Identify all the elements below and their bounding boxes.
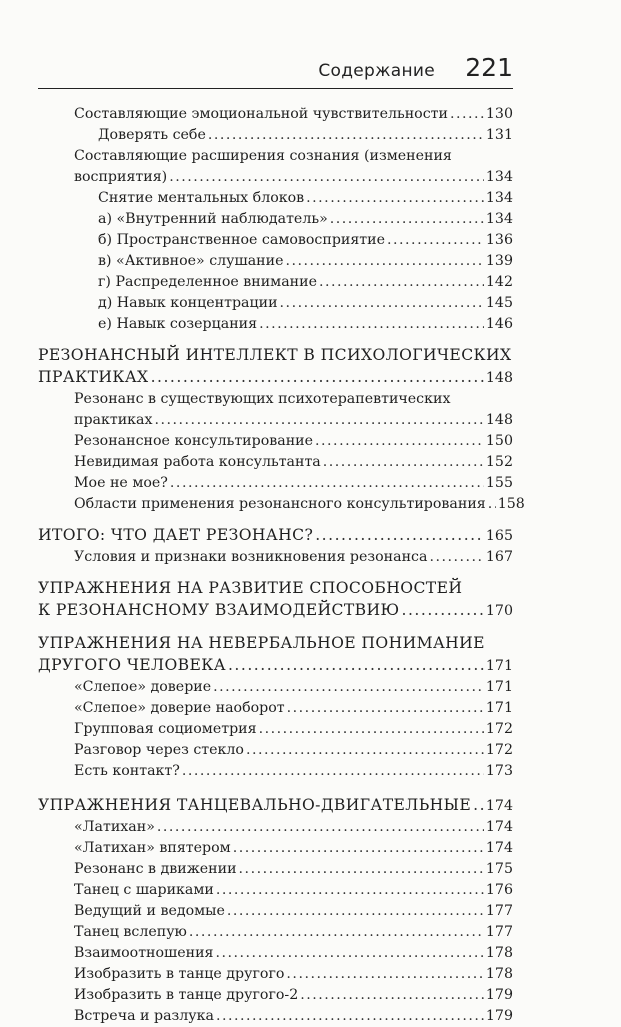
toc-entry-page: 174 <box>485 840 513 856</box>
toc-entry-row <box>74 698 513 719</box>
toc-entry <box>38 209 513 230</box>
toc-entry-title: ПРАКТИКАХ <box>38 368 149 386</box>
toc-entry-title: Взаимоотношения <box>74 945 214 961</box>
dot-leader <box>488 494 496 515</box>
dot-leader <box>286 964 483 985</box>
dot-leader <box>473 794 484 816</box>
dot-leader <box>169 167 484 188</box>
toc-entry <box>38 698 513 719</box>
toc-entry-row <box>98 272 513 293</box>
toc-entry-title: «Латихан» <box>74 819 155 835</box>
toc-entry-title: УПРАЖНЕНИЯ ТАНЦЕВАЛЬНО-ДВИГАТЕЛЬНЫЕ <box>38 796 472 814</box>
toc-entry-row <box>74 922 513 943</box>
toc-entry <box>38 577 513 622</box>
dot-leader <box>228 654 484 676</box>
dot-leader <box>246 740 484 761</box>
dot-leader <box>189 922 484 943</box>
toc-entry-page: 134 <box>485 211 513 227</box>
toc-entry <box>38 452 513 473</box>
toc-entry-row <box>74 104 513 125</box>
toc-entry <box>38 125 513 146</box>
toc-entry <box>38 272 513 293</box>
toc-entry-row <box>74 473 513 494</box>
dot-leader <box>319 272 484 293</box>
toc-entry-title-line: УПРАЖНЕНИЯ НА НЕВЕРБАЛЬНОЕ ПОНИМАНИЕ <box>38 634 485 652</box>
dot-leader <box>213 677 484 698</box>
toc-entry-title: д) Навык концентрации <box>98 295 278 311</box>
toc-entry-row <box>38 599 513 622</box>
toc-entry <box>38 314 513 335</box>
toc-entry-page: 167 <box>485 549 513 565</box>
toc-entry-title: «Латихан» впятером <box>74 840 231 856</box>
toc-entry-page: 170 <box>485 603 513 619</box>
toc-entry-row <box>74 494 525 515</box>
toc-entry-title: Изобразить в танце другого-2 <box>74 987 299 1003</box>
toc-entry-row <box>74 901 513 922</box>
toc-entry-page: 130 <box>485 106 513 122</box>
toc-entry-page: 173 <box>485 763 513 779</box>
toc-entry-row <box>98 230 513 251</box>
toc-entry-row <box>38 366 513 389</box>
toc-entry-row <box>74 410 513 431</box>
toc-entry-row <box>98 125 513 146</box>
toc-entry-page: 158 <box>497 496 525 512</box>
toc-entry <box>38 389 513 431</box>
toc-entry-row <box>74 740 513 761</box>
toc-entry-title: Танец вслепую <box>74 924 187 940</box>
toc-entry <box>38 547 513 568</box>
toc-entry-row <box>98 209 513 230</box>
toc-entry-title: «Слепое» доверие наоборот <box>74 700 285 716</box>
toc-entry-title: практиках <box>74 412 153 428</box>
dot-leader <box>216 880 484 901</box>
toc-entry-title: Резонансное консультирование <box>74 433 314 449</box>
toc-entry <box>38 473 513 494</box>
toc-entry <box>38 880 513 901</box>
page-number: 221 <box>465 53 513 82</box>
toc-entry-page: 165 <box>485 528 513 544</box>
toc-entry-page: 148 <box>485 412 513 428</box>
toc-entry-page: 145 <box>485 295 513 311</box>
toc-entry-row <box>74 167 513 188</box>
toc-entry <box>38 251 513 272</box>
toc-entry-page: 134 <box>485 190 513 206</box>
dot-leader <box>450 104 484 125</box>
toc-entry-row <box>74 431 513 452</box>
toc-entry <box>38 1006 513 1027</box>
toc-entry-row <box>74 859 513 880</box>
toc-entry-row <box>38 794 513 817</box>
running-header-title: Содержание <box>318 61 435 81</box>
toc-entry-row <box>74 1006 513 1027</box>
toc-entry-page: 179 <box>485 987 513 1003</box>
toc-entry <box>38 794 513 817</box>
toc-section <box>38 577 513 622</box>
dot-leader <box>239 859 484 880</box>
toc-section <box>38 104 513 335</box>
toc-entry-title: ИТОГО: ЧТО ДАЕТ РЕЗОНАНС? <box>38 526 314 544</box>
dot-leader <box>315 524 484 546</box>
toc-entry-row <box>74 880 513 901</box>
toc-entry-row <box>74 719 513 740</box>
toc-entry <box>38 524 513 547</box>
toc-entry <box>38 964 513 985</box>
toc-section <box>38 632 513 782</box>
dot-leader <box>233 838 484 859</box>
toc-entry <box>38 943 513 964</box>
toc-entry <box>38 761 513 782</box>
dot-leader <box>323 452 484 473</box>
toc-entry-title: Области применения резонансного консультирования <box>74 496 486 512</box>
toc-entry-title: Изобразить в танце другого <box>74 966 285 982</box>
toc-entry-page: 171 <box>485 700 513 716</box>
toc-entry <box>38 104 513 125</box>
dot-leader <box>402 599 484 621</box>
dot-leader <box>208 125 484 146</box>
toc-entry-row <box>98 314 513 335</box>
dot-leader <box>285 251 483 272</box>
toc-entry-title: Есть контакт? <box>74 763 180 779</box>
toc-entry <box>38 922 513 943</box>
toc-entry-title: е) Навык созерцания <box>98 316 258 332</box>
toc-entry <box>38 817 513 838</box>
toc-section <box>38 794 513 1027</box>
toc-entry-page: 172 <box>485 742 513 758</box>
toc-entry <box>38 859 513 880</box>
dot-leader <box>227 901 484 922</box>
toc-entry-row <box>74 817 513 838</box>
toc-entry-title: Встреча и разлука <box>74 1008 214 1024</box>
toc-entry-page: 178 <box>485 945 513 961</box>
toc-entry-title: б) Пространственное самовосприятие <box>98 232 386 248</box>
toc-entry-page: 176 <box>485 882 513 898</box>
toc-entry-row <box>38 654 513 677</box>
dot-leader <box>287 698 484 719</box>
dot-leader <box>216 943 484 964</box>
running-header <box>38 52 513 89</box>
toc-entry-row <box>74 838 513 859</box>
toc-entry-row <box>74 452 513 473</box>
toc-entry-page: 139 <box>485 253 513 269</box>
toc-entry <box>38 677 513 698</box>
toc-entry-page: 150 <box>485 433 513 449</box>
toc-entry <box>38 838 513 859</box>
toc-entry-row <box>74 985 513 1006</box>
toc-entry-page: 177 <box>485 903 513 919</box>
toc-entry-page: 136 <box>485 232 513 248</box>
toc-entry-title: в) «Активное» слушание <box>98 253 284 269</box>
toc-entry-title: Мое не мое? <box>74 475 168 491</box>
toc-entry-title: Разговор через стекло <box>74 742 244 758</box>
dot-leader <box>170 473 484 494</box>
toc-entry <box>38 344 513 389</box>
toc-entry-page: 174 <box>485 798 513 814</box>
dot-leader <box>429 547 483 568</box>
toc-entry-page: 171 <box>485 658 513 674</box>
toc-entry-title: г) Распределенное внимание <box>98 274 317 290</box>
toc-entry-row <box>74 547 513 568</box>
toc-entry-title: Снятие ментальных блоков <box>98 190 305 206</box>
dot-leader <box>157 817 484 838</box>
toc-entry <box>38 293 513 314</box>
dot-leader <box>155 410 484 431</box>
toc-entry-page: 177 <box>485 924 513 940</box>
toc-entry <box>38 740 513 761</box>
toc-entry-page: 179 <box>485 1008 513 1024</box>
toc-entry-title: Условия и признаки возникновения резонанса <box>74 549 428 565</box>
toc-entry-row <box>98 188 513 209</box>
toc-section <box>38 524 513 568</box>
dot-leader <box>330 209 484 230</box>
toc-entry-page: 134 <box>485 169 513 185</box>
dot-leader <box>387 230 484 251</box>
toc-entry-title: Невидимая работа консультанта <box>74 454 321 470</box>
toc-entry-page: 175 <box>485 861 513 877</box>
toc-entry-title: Составляющие эмоциональной чувствительности <box>74 106 448 122</box>
toc-entry <box>38 431 513 452</box>
toc-entry-title: Танец с шариками <box>74 882 214 898</box>
toc-entry <box>38 632 513 677</box>
toc-entry-title: Доверять себе <box>98 127 206 143</box>
toc-entry-title: «Слепое» доверие <box>74 679 212 695</box>
dot-leader <box>259 719 484 740</box>
toc-section <box>38 344 525 515</box>
dot-leader <box>315 431 484 452</box>
toc-entry-title: Групповая социометрия <box>74 721 257 737</box>
toc-entry-page: 148 <box>485 370 513 386</box>
dot-leader <box>306 188 484 209</box>
toc-entry-page: 131 <box>485 127 513 143</box>
dot-leader <box>280 293 484 314</box>
toc-entry-page: 174 <box>485 819 513 835</box>
toc-entry-row <box>74 761 513 782</box>
toc-entry-title-line: УПРАЖНЕНИЯ НА РАЗВИТИЕ СПОСОБНОСТЕЙ <box>38 579 463 597</box>
toc-entry-title: Ведущий и ведомые <box>74 903 225 919</box>
toc-entry-title: Резонанс в движении <box>74 861 237 877</box>
toc-entry <box>38 146 513 188</box>
toc-entry-title: а) «Внутренний наблюдатель» <box>98 211 328 227</box>
toc-entry-title-line: РЕЗОНАНСНЫЙ ИНТЕЛЛЕКТ В ПСИХОЛОГИЧЕСКИХ <box>38 346 512 364</box>
toc-entry-page: 178 <box>485 966 513 982</box>
toc-entry-title-line: Резонанс в существующих психотерапевтических <box>74 391 451 407</box>
toc-entry-row <box>98 293 513 314</box>
dot-leader <box>182 761 484 782</box>
toc-entry-page: 142 <box>485 274 513 290</box>
toc-entry-row <box>74 943 513 964</box>
toc-entry <box>38 230 513 251</box>
toc-entry-page: 155 <box>485 475 513 491</box>
toc-entry <box>38 719 513 740</box>
toc-entry-title: восприятия) <box>74 169 168 185</box>
toc-entry-row <box>74 964 513 985</box>
dot-leader <box>151 366 484 388</box>
toc-entry-title-line: Составляющие расширения сознания (изменения <box>74 148 452 164</box>
dot-leader <box>259 314 484 335</box>
toc-entry <box>38 494 525 515</box>
toc-entry-page: 171 <box>485 679 513 695</box>
toc-entry-row <box>38 524 513 547</box>
table-of-contents <box>38 104 525 1027</box>
toc-entry <box>38 985 513 1006</box>
dot-leader <box>300 985 484 1006</box>
toc-entry-row <box>74 677 513 698</box>
toc-entry-page: 146 <box>485 316 513 332</box>
toc-entry-title: К РЕЗОНАНСНОМУ ВЗАИМОДЕЙСТВИЮ <box>38 601 400 619</box>
dot-leader <box>216 1006 484 1027</box>
toc-entry-page: 152 <box>485 454 513 470</box>
toc-entry-page: 172 <box>485 721 513 737</box>
toc-entry-title: ДРУГОГО ЧЕЛОВЕКА <box>38 656 226 674</box>
toc-entry-row <box>98 251 513 272</box>
toc-entry <box>38 188 513 209</box>
toc-entry <box>38 901 513 922</box>
